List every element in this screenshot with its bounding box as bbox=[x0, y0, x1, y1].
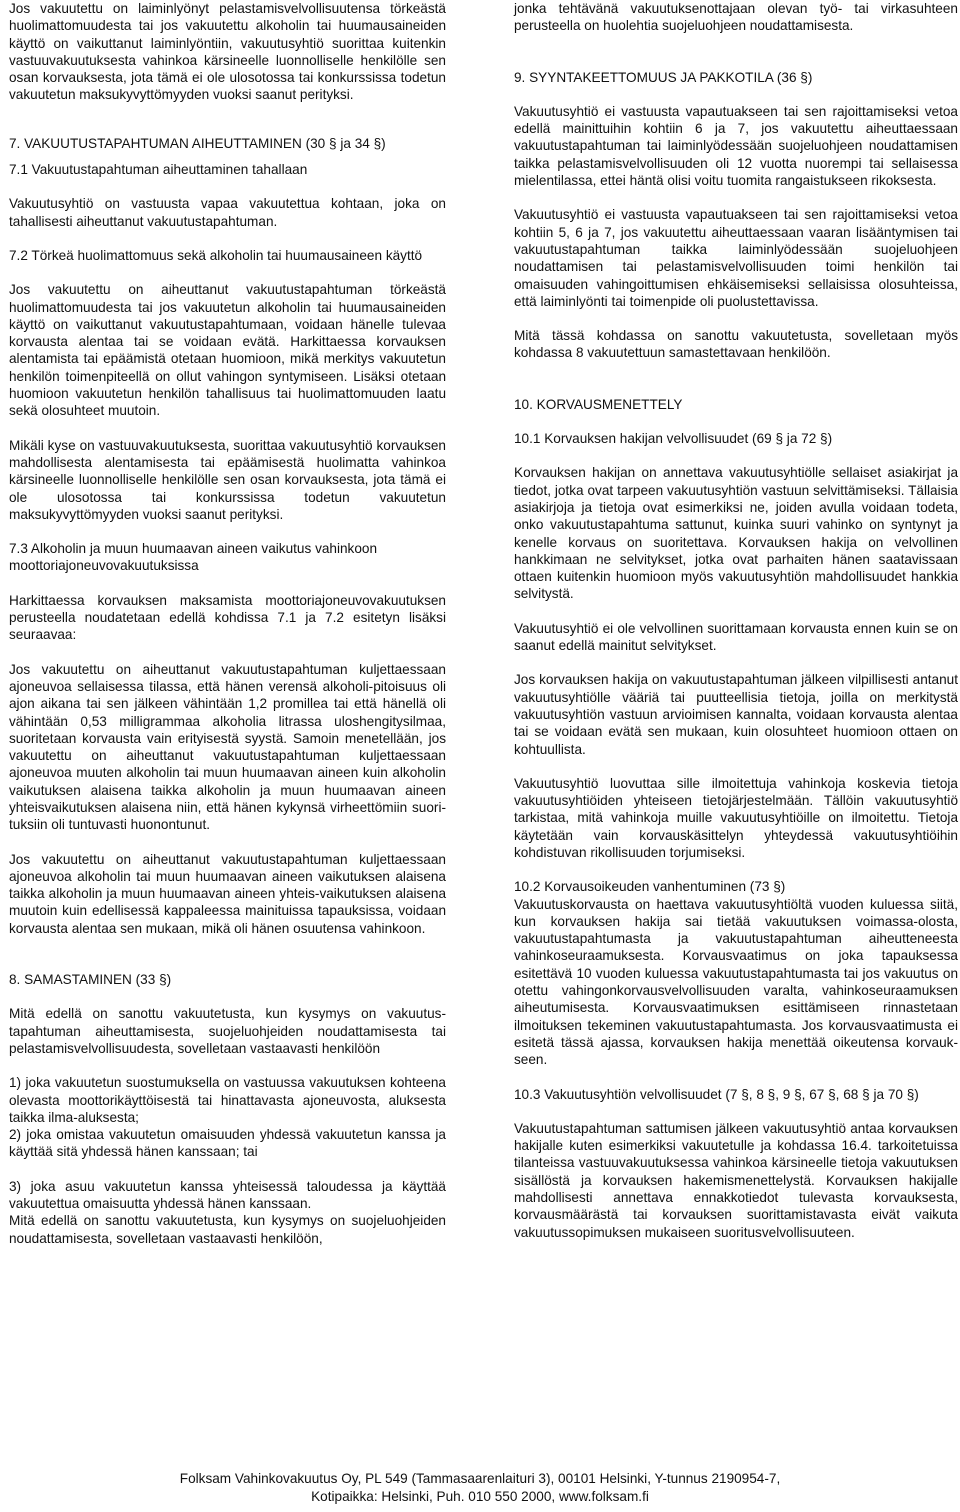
paragraph-8-e: Mitä edellä on sanottu vakuutetusta, kun kysymys on suojeluohjeiden noudattamisesta, sovelletaan vastaavasti henkilöön, bbox=[9, 1213, 446, 1246]
paragraph-9-c: Mitä tässä kohdassa on sanottu vakuutetusta, sovelletaan myös kohdassa 8 vakuutettuun samastettavaan henkilöön. bbox=[514, 328, 958, 361]
left-column bbox=[9, 0, 446, 1247]
heading-7-2: 7.2 Törkeä huolimattomuus sekä alkoholin tai huumausaineen käyttö bbox=[9, 247, 423, 263]
heading-10-2: 10.2 Korvausoikeuden vanhentuminen (73 §) bbox=[514, 879, 786, 895]
paragraph-10-3: Vakuutustapahtuman sattumisen jälkeen vakuutusyhtiö antaa korvauksen hakijalle kuten esimerkiksi vakuutetulle ja kohdassa 16.4. tarkoitetuissa tilanteissa vastuuvakuutuksessa vahinkoa kärsineelle tietoja vakuutuksen sisällöstä ja korvauksen hakemismenettelystä. Korvauksen hakijalle mahdollisesti annettava ennakkotiedot tulevasta korvauksesta, korvausmäärästä tai korvauksen suorittamistavasta eivät vaikuta vakuutussopimuksen mukaiseen suoritusvelvollisuuteen. bbox=[514, 1120, 958, 1240]
paragraph-8-c: 2) joka omistaa vakuutetun omaisuuden yhdessä vakuutetun kanssa ja käyttää sitä yhdessä hänen kanssaan; tai bbox=[9, 1127, 446, 1160]
heading-10-1: 10.1 Korvauksen hakijan velvollisuudet (69 § ja 72 §) bbox=[514, 431, 833, 447]
footer-contact-line: Kotipaikka: Helsinki, Puh. 010 550 2000, www.folksam.fi bbox=[311, 1489, 649, 1504]
paragraph-10-1-a: Korvauksen hakijan on annettava vakuutusyhtiölle sellaiset asiakirjat ja tiedot, jotka ovat tarpeen vakuutusyhtiön vastuun selvittämiseksi. Tällaisia asiakirjoja ja tietoja ovat esimerkiksi ne, joiden avulla voidaan todeta, onko vakuutustapahtuma sattunut, kuinka suuri vahinko on syntynyt ja kenelle korvaus on suoritettava. Korvauksen hakija on velvollinen hankkimaan ne selvitykset, jotka ovat parhaiten hänen saatavissaan ottaen kuitenkin huomioon myös vakuutusyhtiön mahdollisuudet hankkia selvitystä. bbox=[514, 465, 958, 602]
paragraph-10-1-c: Jos korvauksen hakija on vakuutustapahtuman jälkeen vilpillisesti antanut vakuutusyhtiölle vääriä tai puutteellisia tietoja, joilla on merkitystä vakuutusyhtiön vastuun arvioimisen kannalta, voidaan korvausta alentaa tai se voidaan evätä sen mukaan, kuin olosuhteet huomioon ottaen on kohtuullista. bbox=[514, 672, 958, 757]
paragraph-continued: jonka tehtävänä vakuutuksenottajaan olevan työ- tai virkasuhteen perusteella on huolehtia suojeluohjeen noudattamisesta. bbox=[514, 1, 958, 34]
paragraph-9-b: Vakuutusyhtiö ei vastuusta vapautuakseen tai sen rajoittamiseksi vetoa kohtiin 5, 6 ja 7, jos vakuutettu aiheuttaessaan vaaran lisääntymisen tai vakuutustapahtuman taikka laiminlyödessään suojeluohjeen noudattamisen tai pelastamisvelvollisuuden toimi henkilön tai omaisuuden vahingoittumisen ehkäisemiseksi sellaisissa olosuhteissa, että laiminlyönti tai toimenpide oli puolustettavissa. bbox=[514, 207, 958, 309]
paragraph-8-b: 1) joka vakuutetun suostumuksella on vastuussa vakuutuksen kohteena olevasta moottorikäyttöisestä tai hinattavasta ajoneuvosta, aluksesta taikka ilma-aluksesta; bbox=[9, 1075, 446, 1125]
paragraph-9-a: Vakuutusyhtiö ei vastuusta vapautuakseen tai sen rajoittamiseksi vetoa edellä mainittuihin kohtiin 6 ja 7, jos vakuutettu aiheuttaessaan vakuutustapahtuman tai laiminlyödessään suojeluohjeen noudattamisen taikka pelastamisvelvollisuuden oli 12 vuotta nuorempi tai sellaisessa mielentilassa, ettei häntä olisi voitu tuomita rangaistukseen rikoksesta. bbox=[514, 103, 958, 189]
paragraph-8-d: 3) joka asuu vakuutetun kanssa yhteisessä taloudessa ja käyttää vakuutettua omaisuutta yhdessä hänen kanssaan. bbox=[9, 1178, 446, 1212]
heading-section-10: 10. KORVAUSMENETTELY bbox=[514, 396, 683, 412]
right-column bbox=[514, 0, 958, 1241]
paragraph-7-3-c: Jos vakuutettu on aiheuttanut vakuutustapahtuman kuljettaessaan ajoneuvoa alkoholin tai muun huumaavan aineen vaikutuksen alaisena taikka alkoholin ja muun huumaavan aineen yhteis-vaikutuksen alaisena muutoin kuin edellisessä kappaleessa mainituissa tapauksissa, voidaan korvausta alentaa sen mukaan, mikä oli hänen osuutensa vahinkoon. bbox=[9, 851, 446, 936]
paragraph-7-3-b: Jos vakuutettu on aiheuttanut vakuutustapahtuman kuljettaessaan ajoneuvoa sellaisessa tilassa, että hänen verensä alkoholi-pitoisuus oli ajon aikana tai sen jälkeen vähintään 1,2 promillea tai että hänellä oli vähintään 0,53 milligrammaa alkoholia litrassa uloshengitysilmaa, suoritetaan korvausta vain erityisestä syystä. Samoin menetellään, jos vakuutettu on aiheuttanut vakuutustapahtuman kuljettaessaan ajoneuvoa muuten alkoholin tai muun huumaavan aineen kuin alkoholin vaikutuksen alaisena taikka alkoholin ja muun huumaavan aineen yhteisvaikutuksen alaisena niin, että hänen kykynsä virheettömiin suorituksiin oli tuntuvasti huonontunut. bbox=[9, 661, 446, 833]
heading-7-3: 7.3 Alkoholin ja muun huumaavan aineen vaikutus vahinkoon moottoriajoneuvovakuutuksissa bbox=[9, 541, 378, 574]
heading-section-9: 9. SYYNTAKEETTOMUUS JA PAKKOTILA (36 §) bbox=[514, 69, 813, 85]
paragraph-10-1-b: Vakuutusyhtiö ei ole velvollinen suorittamaan korvausta ennen kuin se on saanut edellä mainitut selvitykset. bbox=[514, 620, 958, 654]
paragraph-7-3-a: Harkittaessa korvauksen maksamista moottoriajoneuvovakuutuksen perusteella noudatetaan edellä kohdissa 7.1 ja 7.2 esitetyn lisäksi seuraavaa: bbox=[9, 592, 446, 643]
heading-section-8: 8. SAMASTAMINEN (33 §) bbox=[9, 972, 172, 988]
heading-7-1: 7.1 Vakuutustapahtuman aiheuttaminen tahallaan bbox=[9, 162, 308, 178]
heading-section-7: 7. VAKUUTUSTAPAHTUMAN AIHEUTTAMINEN (30 § ja 34 §) bbox=[9, 135, 386, 151]
heading-10-3: 10.3 Vakuutusyhtiön velvollisuudet (7 §, 8 §, 9 §, 67 §, 68 § ja 70 §) bbox=[514, 1086, 919, 1102]
paragraph-10-1-d: Vakuutusyhtiö luovuttaa sille ilmoitettuja vahinkoja koskevia tietoja vakuutusyhtiöiden yhteiseen tietojärjestelmään. Tällöin vakuutusyhtiö tarkistaa, mitä vahinkoja muille vakuutusyhtiöille on ilmoitettu. Tietoja käytetään vain korvauskäsittelyn yhteydessä vakuutusyhtiöihin kohdistuvan rikollisuuden torjumiseksi. bbox=[514, 775, 958, 860]
footer-company-line: Folksam Vahinkovakuutus Oy, PL 549 (Tammasaarenlaituri 3), 00101 Helsinki, Y-tunnus 2190954-7, bbox=[179, 1471, 781, 1486]
paragraph-7-2-a: Jos vakuutettu on aiheuttanut vakuutustapahtuman törkeästä huolimattomuudesta tai jos vakuutetun alkoholin tai huumausaineiden käyttö on vaikuttanut vakuutustapahtumaan, voidaan hänelle tulevaa korvausta alentaa tai se voidaan evätä. Harkittaessa korvauksen alentamista tai epäämistä otetaan huomioon, mikä merkitys vakuutetun henkilön toimenpiteellä on ollut vahingon syntymiseen. Lisäksi otetaan huomioon vakuutetun henkilön tahallisuus tai huolimattomuuden laatu sekä olosuhteet muutoin. bbox=[9, 282, 446, 419]
paragraph-10-2: Vakuutuskorvausta on haettava vakuutusyhtiöltä vuoden kuluessa siitä, kun korvauksen hakija sai tietää vakuutuksen voimassa-olosta, vakuutustapahtumasta ja vakuutustapahtuman aiheutteneesta vahinkoseuraamuksesta. Korvausvaatimus on joka tapauksessa esitettävä 10 vuoden kuluessa vakuutustapahtumasta tai jos vakuutus on otettu vahingonkorvausvelvollisuuden varalta, vahinkoseuraamuksen aiheutumisesta. Korvausvaatimuksen esittämiseen rinnastetaan ilmoituksen tekeminen vakuutustapahtumasta. Jos korvausvaatimusta ei esitetä tässä ajassa, korvauksen hakija menettää oikeutensa korvaukseen. bbox=[514, 896, 958, 1068]
paragraph-8-a: Mitä edellä on sanottu vakuutetusta, kun kysymys on vakuutustapahtuman aiheuttamisesta, suojeluohjeiden noudattamisesta tai pelastamisvelvollisuudesta, sovelletaan vastaavasti henkilöön bbox=[9, 1006, 446, 1056]
paragraph-intro: Jos vakuutettu on laiminlyönyt pelastamisvelvollisuutensa törkeästä huolimattomuudesta tai jos vakuutettu alkoholin tai huumausaineiden käyttö on vaikuttanut laiminlyöntiin, vakuutusyhtiö suorittaa kuitenkin vastuuvakuutuksesta vahinkoa kärsineelle luonnolliselle henkilölle sen osan korvauksesta, jota tämä ei ole ulosotossa tai konkurssissa todetun vakuutetun maksukyvyttömyyden vuoksi saanut perityksi. bbox=[9, 1, 446, 103]
paragraph-7-1: Vakuutusyhtiö on vastuusta vapaa vakuutettua kohtaan, joka on tahallisesti aiheuttanut vakuutustapahtuman. bbox=[9, 196, 446, 229]
paragraph-7-2-b: Mikäli kyse on vastuuvakuutuksesta, suorittaa vakuutusyhtiö korvauksen mahdollisesta alentamisesta tai epäämisestä huolimatta vahinkoa kärsineelle luonnolliselle henkilölle sen osan korvauksesta, jota tämä ei ole ulosotossa tai konkurssissa todetun vakuutetun maksukyvyttömyyden vuoksi saanut perityksi. bbox=[9, 437, 446, 522]
page-footer bbox=[0, 1470, 960, 1506]
